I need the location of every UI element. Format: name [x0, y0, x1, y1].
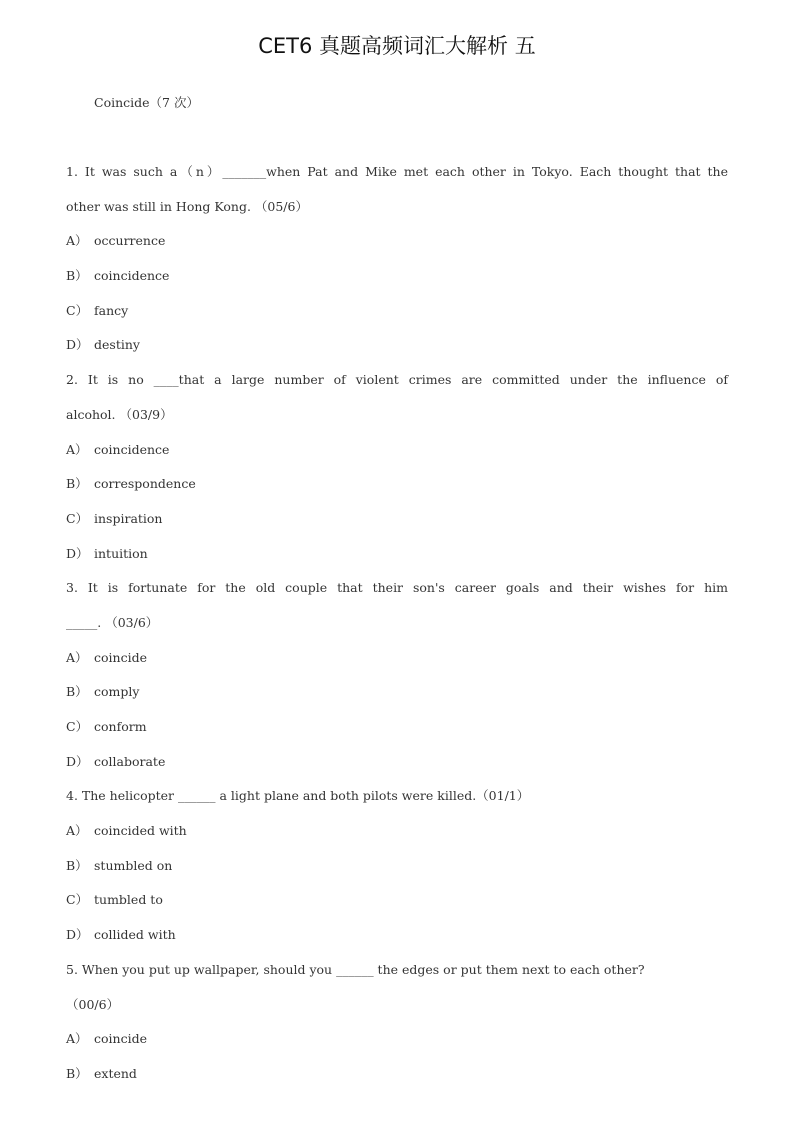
option-text: coincidence — [94, 441, 170, 457]
option-letter: B） — [66, 268, 88, 284]
word-heading: Coincide（7 次） — [94, 95, 199, 110]
option-letter: A） — [66, 649, 88, 665]
option-letter: A） — [66, 823, 88, 839]
option-text: coincidence — [94, 268, 170, 284]
answer-option — [66, 328, 728, 363]
option-letter: D） — [66, 545, 89, 561]
option-text: collaborate — [94, 753, 166, 769]
option-text: destiny — [94, 337, 140, 353]
answer-option — [66, 883, 728, 918]
option-text: coincide — [94, 1031, 147, 1047]
option-text: occurrence — [94, 233, 166, 249]
option-letter: D） — [66, 753, 89, 769]
answer-option — [66, 1057, 728, 1092]
option-letter: A） — [66, 1031, 88, 1047]
answer-option — [66, 814, 728, 849]
question-block — [66, 363, 728, 571]
option-text: correspondence — [94, 476, 196, 492]
option-text: tumbled to — [94, 892, 163, 908]
question-text-line: alcohol. （03/9） — [66, 406, 173, 422]
answer-option — [66, 259, 728, 294]
option-text: extend — [94, 1065, 137, 1081]
answer-option — [66, 641, 728, 676]
option-text: intuition — [94, 545, 148, 561]
question-block — [66, 571, 728, 779]
question-text-line: 5. When you put up wallpaper, should you ______ the edges or put them next to each other? — [66, 961, 645, 977]
question-text-line: other was still in Hong Kong. （05/6） — [66, 198, 308, 214]
answer-option — [66, 745, 728, 780]
option-text: fancy — [94, 302, 129, 318]
option-letter: C） — [66, 302, 89, 318]
question-text-line: 2. It is no ____that a large number of violent crimes are committed under the influence of — [66, 372, 728, 388]
question-text-line: 3. It is fortunate for the old couple that their son's career goals and their wishes for him — [66, 580, 728, 596]
answer-option — [66, 294, 728, 329]
answer-option — [66, 502, 728, 537]
option-text: inspiration — [94, 510, 163, 526]
answer-option — [66, 467, 728, 502]
answer-option — [66, 849, 728, 884]
answer-option — [66, 675, 728, 710]
document-body — [66, 86, 728, 1092]
option-letter: C） — [66, 892, 89, 908]
option-text: collided with — [94, 927, 176, 943]
option-letter: B） — [66, 1065, 88, 1081]
option-text: coincided with — [94, 823, 187, 839]
option-letter: C） — [66, 719, 89, 734]
option-text: coincide — [94, 649, 147, 665]
answer-option — [66, 433, 728, 468]
answer-option — [66, 918, 728, 953]
answer-option — [66, 224, 728, 259]
spacer — [66, 120, 728, 155]
question-text-line: 4. The helicopter ______ a light plane and both pilots were killed.（01/1） — [66, 788, 530, 804]
question-text-line: （00/6） — [66, 996, 120, 1012]
option-letter: A） — [66, 233, 88, 249]
answer-option — [66, 1022, 728, 1057]
option-text: comply — [94, 684, 140, 700]
option-letter: D） — [66, 927, 89, 943]
option-letter: A） — [66, 441, 88, 457]
answer-option — [66, 537, 728, 572]
question-text-line: 1. It was such a（n）_______when Pat and Mike met each other in Tokyo. Each thought that the — [66, 164, 728, 179]
answer-option — [66, 710, 728, 745]
option-letter: B） — [66, 684, 88, 700]
question-text-line: _____. （03/6） — [66, 614, 159, 630]
option-text: conform — [94, 719, 147, 734]
option-text: stumbled on — [94, 857, 173, 873]
page-title: CET6 真题高频词汇大解析 五 — [258, 34, 536, 58]
question-block — [66, 953, 728, 1092]
option-letter: B） — [66, 476, 88, 492]
question-block — [66, 779, 728, 952]
option-letter: B） — [66, 857, 88, 873]
option-letter: C） — [66, 510, 89, 526]
option-letter: D） — [66, 337, 89, 353]
question-block — [66, 155, 728, 363]
